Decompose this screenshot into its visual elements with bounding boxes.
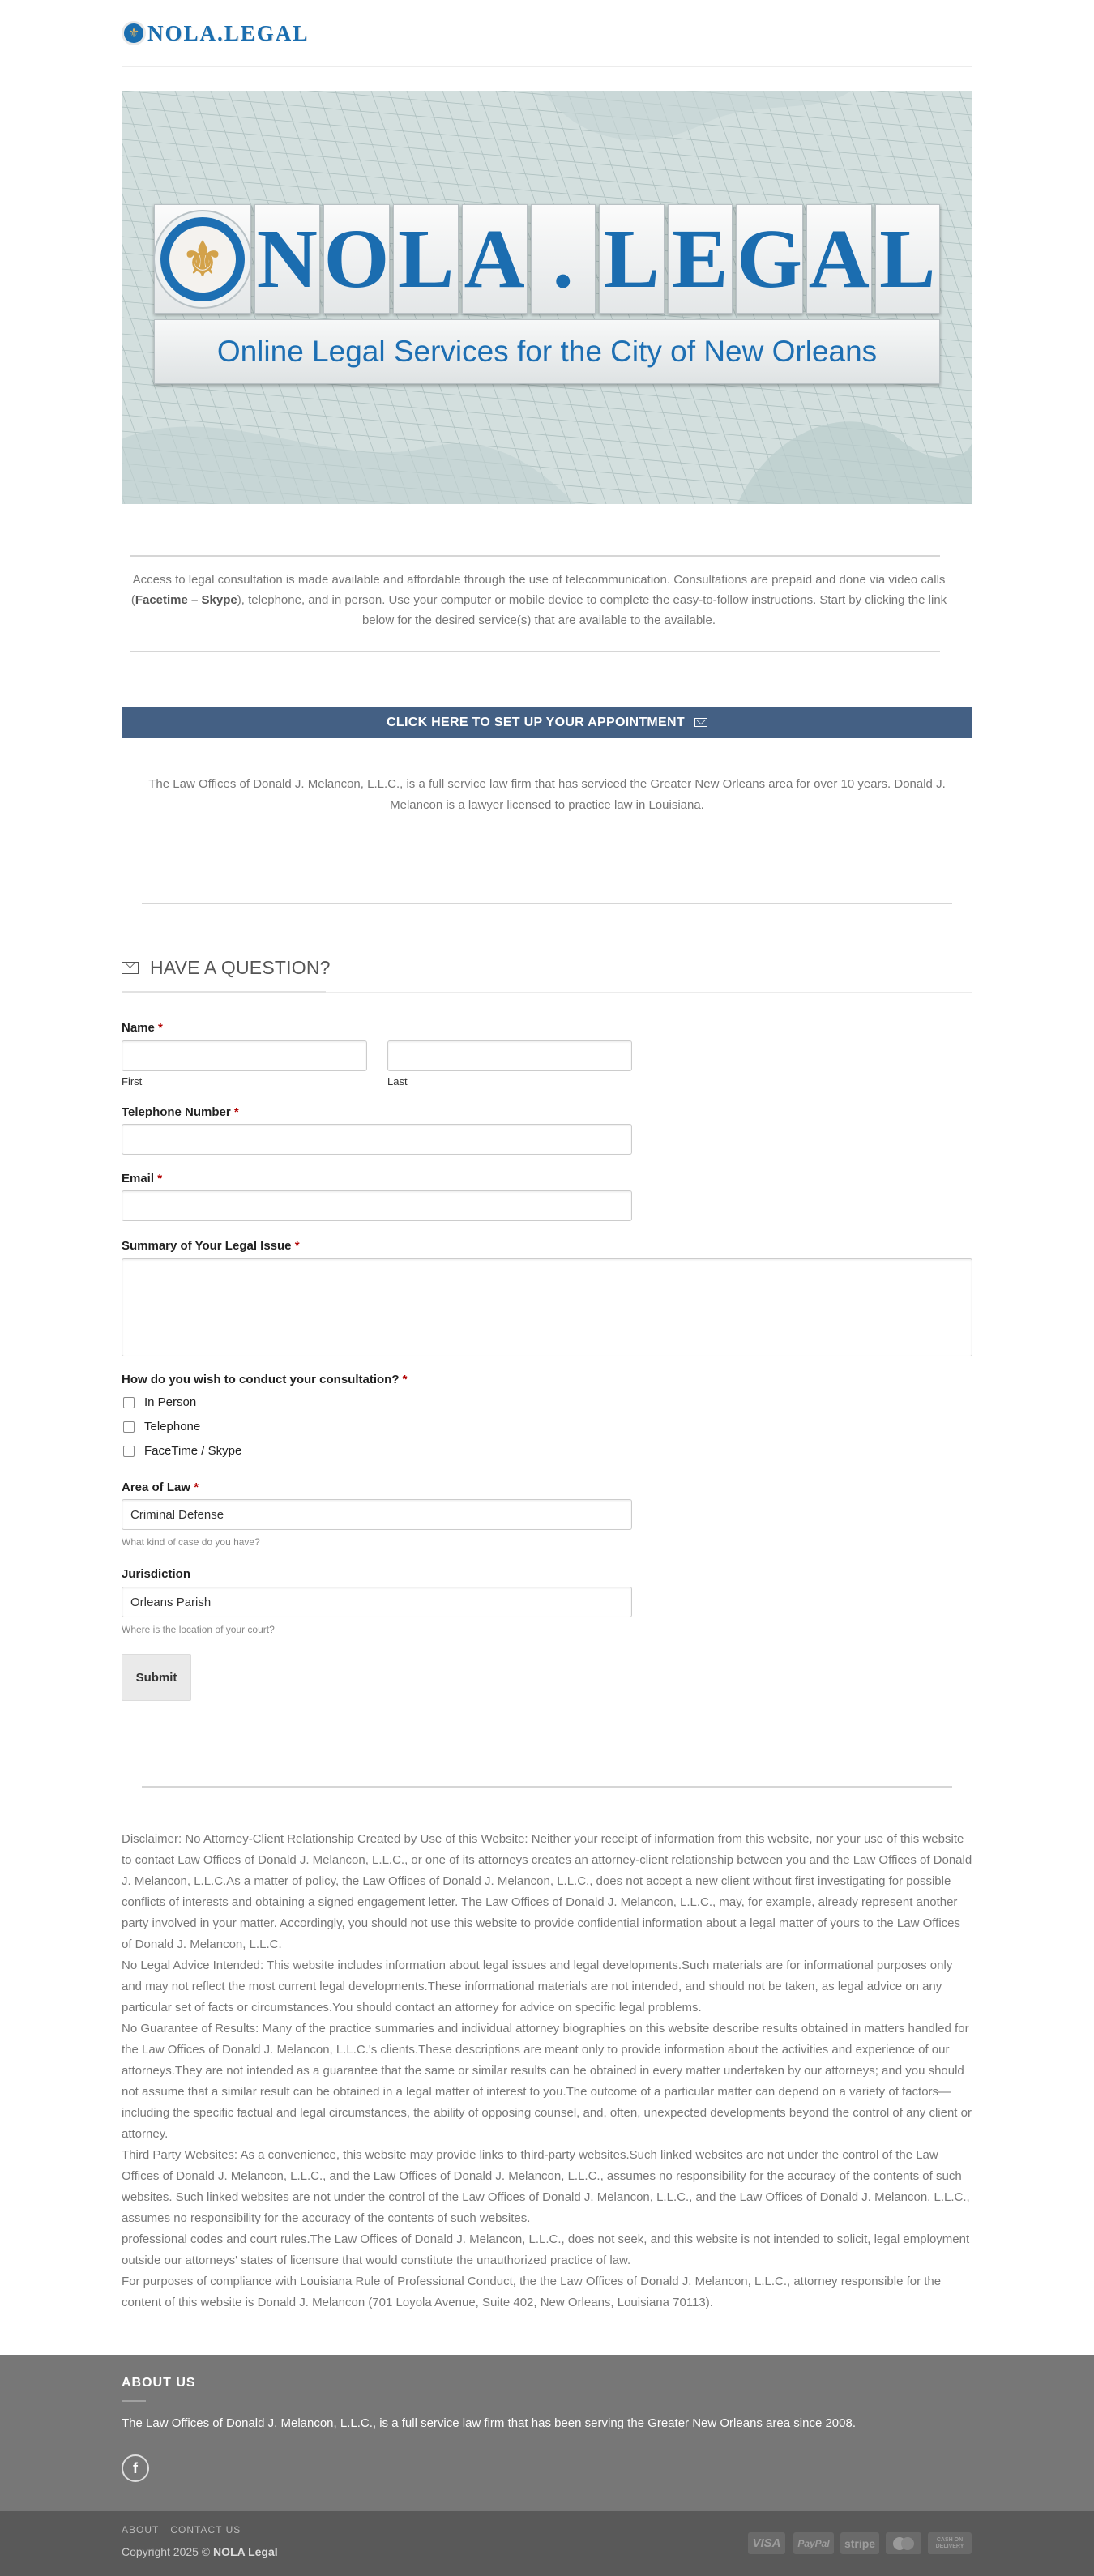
jurisdiction-help: Where is the location of your court? xyxy=(122,1624,275,1635)
name-label: Name * xyxy=(122,1021,163,1035)
first-name-input[interactable] xyxy=(122,1040,367,1071)
letter-tile: L xyxy=(599,204,665,314)
footer-link-about[interactable]: ABOUT xyxy=(122,2524,160,2535)
seal-tile xyxy=(154,204,251,314)
checkbox[interactable] xyxy=(123,1397,135,1408)
site-logo[interactable] xyxy=(122,19,309,47)
letter-tile: O xyxy=(323,204,391,314)
envelope-icon xyxy=(122,962,139,974)
disclaimer-attorney-client: Disclaimer: No Attorney-Client Relationship Created by Use of this Website: Neither your receipt of information from this website, nor your use of this website to contact Law Offices of Donald J. Melancon, L.L.C., or one of its attorneys creates an attorney-client relationship between you and the Law Offices of Donald J. Melancon, L.L.C.As a matter of policy, the Law Offices of Donald J. Melancon, L.L.C., does not accept a new client without first investigating for possible conflicts of interests and obtaining a signed engagement letter. The Law Offices of Donald J. Melancon, L.L.C., may, for example, already represent another party involved in your matter. Accordingly, you should not use this website to provide confidential information about a legal matter of yours to the Law Offices of Donald J. Melancon, L.L.C. xyxy=(122,1832,972,1951)
jurisdiction-label: Jurisdiction xyxy=(122,1567,191,1581)
about-text: The Law Offices of Donald J. Melancon, L.L.C., is a full service law firm that has been serving the Greater New Orleans area since 2008. xyxy=(122,2416,856,2430)
paypal-icon: PayPal xyxy=(793,2532,834,2554)
disclaimer-no-legal-advice: No Legal Advice Intended: This website includes information about legal issues and legal developments.Such materials are for informational purposes only and may not reflect the most current legal developments.These informational materials are not intended, and should not be taken, as legal advice on any particular set of facts or circumstances.You should contact an attorney for advice on specific legal problems. xyxy=(122,1959,953,2014)
letter-tile: L xyxy=(393,204,459,314)
email-input[interactable] xyxy=(122,1190,632,1221)
footer-link-contact[interactable]: CONTACT US xyxy=(170,2524,241,2535)
intro-bottom-divider xyxy=(130,651,940,652)
about-title: ABOUT US xyxy=(122,2376,196,2390)
heading-underline xyxy=(122,991,326,993)
letter-tile: E xyxy=(668,204,733,314)
copyright: Copyright 2025 © NOLA Legal xyxy=(122,2545,278,2558)
hero-title-panel xyxy=(154,204,940,391)
checkbox[interactable] xyxy=(123,1446,135,1457)
hero-letter-tiles xyxy=(154,204,940,314)
visa-icon: VISA xyxy=(748,2532,785,2554)
firm-description: The Law Offices of Donald J. Melancon, L.L.C., is a full service law firm that has serviced the Greater New Orleans area for over 10 years. Donald J. Melancon is a lawyer licensed to practice law in Louisiana. xyxy=(148,777,946,812)
about-underline xyxy=(122,2400,146,2402)
letter-tile: G xyxy=(736,204,803,314)
consult-option-in-person[interactable]: In Person xyxy=(123,1395,196,1409)
area-of-law-input[interactable]: Criminal Defense xyxy=(122,1499,632,1530)
appointment-button[interactable] xyxy=(122,707,972,738)
letter-tile: A xyxy=(462,204,528,314)
area-of-law-help: What kind of case do you have? xyxy=(122,1536,260,1548)
facebook-icon[interactable]: f xyxy=(122,2454,149,2482)
envelope-icon xyxy=(694,718,707,727)
letter-tile: A xyxy=(806,204,872,314)
section-divider xyxy=(142,903,952,904)
area-of-law-label: Area of Law * xyxy=(122,1480,199,1494)
consult-option-facetime-skype[interactable]: FaceTime / Skype xyxy=(123,1444,241,1458)
summary-textarea[interactable] xyxy=(122,1258,972,1356)
letter-tile: . xyxy=(531,204,596,314)
fleur-de-lis-seal-icon: ⚜ xyxy=(155,211,250,307)
logo-text: NOLA.LEGAL xyxy=(147,20,310,45)
question-heading xyxy=(122,957,331,979)
disclaimer xyxy=(122,1829,972,2313)
intro-text: Access to legal consultation is made available and affordable through the use of telecommunication. Consultations are prepaid and done via video calls (Facetime – Skype), telephone, and in person. Use your computer or mobile device to complete the easy-to-follow instructions. Start by clicking the link below for the desired service(s) that are available to the available. xyxy=(130,573,947,627)
consult-option-telephone[interactable]: Telephone xyxy=(123,1420,200,1433)
intro-top-divider xyxy=(130,555,940,557)
last-name-sublabel: Last xyxy=(387,1075,408,1087)
header-divider xyxy=(122,66,972,67)
disclaimer-professional-codes: professional codes and court rules.The Law Offices of Donald J. Melancon, L.L.C., does not seek, and this website is not intended to solicit, legal employment outside our attorneys' states of licensure that would constitute the unauthorized practice of law. xyxy=(122,2232,970,2267)
phone-label: Telephone Number * xyxy=(122,1105,239,1119)
email-label: Email * xyxy=(122,1172,163,1185)
mastercard-icon xyxy=(886,2532,921,2554)
letter-tile: L xyxy=(875,204,941,314)
disclaimer-third-party: Third Party Websites: As a convenience, this website may provide links to third-party websites.Such linked websites are not under the control of the Law Offices of Donald J. Melancon, L.L.C., and the Law Offices of Donald J. Melancon, L.L.C., assumes no responsibility for the accuracy of the contents of such websites. Such linked websites are not under the control of the Law Offices of Donald J. Melancon, L.L.C., and the Law Offices of Donald J. Melancon, L.L.C., assumes no responsibility for the accuracy of the contents of such websites. xyxy=(122,2148,970,2225)
cash-on-delivery-icon: CASH ON DELIVERY xyxy=(928,2532,972,2554)
footer-nav xyxy=(122,2524,241,2535)
disclaimer-no-guarantee: No Guarantee of Results: Many of the practice summaries and individual attorney biographies on this website describe results obtained in matters handled for the Law Offices of Donald J. Melancon, L.L.C.'s clients.These descriptions are meant only to provide information about the activities and experience of our attorneys.They are not intended as a guarantee that the same or similar results can be obtained in every matter undertaken by our attorneys; and you should not assume that a similar result can be obtained in a legal matter of interest to you.The outcome of a particular matter can depend on a variety of factors—including the specific factual and legal circumstances, the ability of opposing counsel, and, often, unexpected developments beyond the control of any client or attorney. xyxy=(122,2022,972,2141)
question-title: HAVE A QUESTION? xyxy=(150,957,331,978)
hero-banner xyxy=(122,91,972,504)
summary-label: Summary of Your Legal Issue * xyxy=(122,1239,300,1253)
stripe-icon: stripe xyxy=(840,2532,879,2554)
checkbox[interactable] xyxy=(123,1421,135,1433)
phone-input[interactable] xyxy=(122,1124,632,1155)
submit-button[interactable]: Submit xyxy=(122,1654,191,1701)
letter-tile: N xyxy=(254,204,320,314)
jurisdiction-input[interactable]: Orleans Parish xyxy=(122,1587,632,1617)
fleur-de-lis-icon: ⚜ xyxy=(122,21,146,45)
disclaimer-compliance: For purposes of compliance with Louisiana Rule of Professional Conduct, the the Law Offices of Donald J. Melancon, L.L.C., attorney responsible for the content of this website is Donald J. Melancon (701 Loyola Avenue, Suite 402, New Orleans, Louisiana 70113). xyxy=(122,2275,942,2309)
last-name-input[interactable] xyxy=(387,1040,632,1071)
consultation-label: How do you wish to conduct your consultation? * xyxy=(122,1373,408,1386)
hero-subtitle: Online Legal Services for the City of New Orleans xyxy=(154,319,940,384)
section-divider xyxy=(142,1786,952,1788)
first-name-sublabel: First xyxy=(122,1075,143,1087)
appointment-button-label: CLICK HERE TO SET UP YOUR APPOINTMENT xyxy=(387,715,685,729)
